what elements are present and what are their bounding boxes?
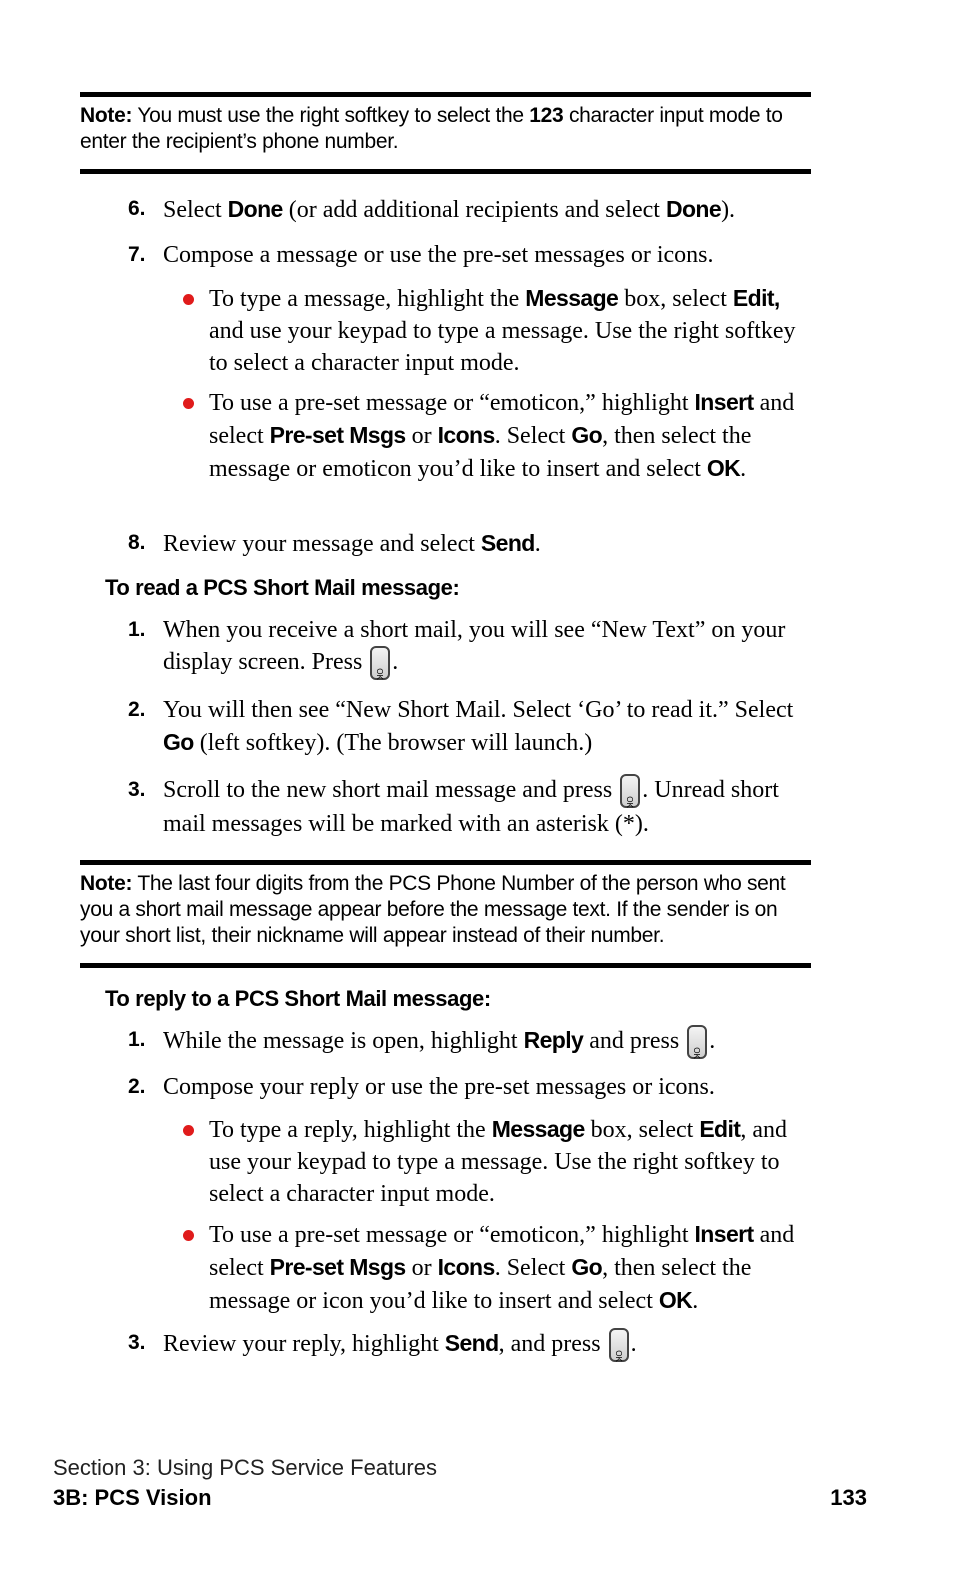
reply-step-2: 2. Compose your reply or use the pre-set messages or icons. — [128, 1074, 715, 1100]
ok-key-icon — [620, 774, 640, 808]
bullet-icon — [183, 1230, 194, 1241]
bullet-icon — [183, 294, 194, 305]
read-step-1: 1. When you receive a short mail, you will see “New Text” on your display screen. Press OK. — [128, 614, 818, 680]
read-step-3: 3. Scroll to the new short mail message and press OK. Unread short mail messages will be marked with an asterisk (*). — [128, 774, 818, 840]
step-8: 8. Review your message and select Send. — [128, 530, 541, 557]
step-6: 6. Select Done (or add additional recipients and select Done). — [128, 196, 736, 223]
ok-key-icon — [609, 1328, 629, 1362]
bullet-icon — [183, 398, 194, 409]
note-box: Note: The last four digits from the PCS Phone Number of the person who sent you a short mail message appear before the message text. If the sender is on your short list, their nickname will appear instead of their number. — [80, 860, 811, 968]
reply-step-3: 3. Review your reply, highlight Send, and press OK. — [128, 1327, 818, 1362]
footer-section: Section 3: Using PCS Service Features — [53, 1455, 437, 1480]
ok-key-icon — [370, 646, 390, 680]
bullet-item: To use a pre-set message or “emoticon,” highlight Insert and select Pre-set Msgs or Icons. Select Go, then select the message or icon you’d like to insert and select OK. — [183, 1218, 813, 1317]
ok-key-icon — [687, 1025, 707, 1059]
bullet-item: To use a pre-set message or “emoticon,” highlight Insert and select Pre-set Msgs or Icons. Select Go, then select the message or emoticon you’d like to insert and select OK. — [183, 386, 813, 485]
bullet-item: To type a message, highlight the Message box, select Edit, and use your keypad to type a message. Use the right softkey to select a character input mode. — [183, 282, 813, 379]
page-number: 133 — [830, 1485, 867, 1510]
note-box: Note: You must use the right softkey to select the 123 character input mode to enter the recipient’s phone number. — [80, 92, 811, 174]
section-heading: To read a PCS Short Mail message: — [105, 575, 460, 600]
note-label: Note: — [80, 104, 133, 127]
step-7: 7. Compose a message or use the pre-set messages or icons. — [128, 242, 714, 268]
bullet-item: To type a reply, highlight the Message box, select Edit, and use your keypad to type a message. Use the right softkey to select a character input mode. — [183, 1113, 813, 1210]
section-heading: To reply to a PCS Short Mail message: — [105, 986, 491, 1011]
reply-step-1: 1. While the message is open, highlight Reply and press OK. — [128, 1024, 818, 1059]
note-label: Note: — [80, 872, 133, 895]
bullet-icon — [183, 1125, 194, 1136]
footer-chapter: 3B: PCS Vision — [53, 1485, 212, 1510]
read-step-2: 2. You will then see “New Short Mail. Select ‘Go’ to read it.” Select Go (left softkey). (The browser will launch.) — [128, 697, 794, 756]
